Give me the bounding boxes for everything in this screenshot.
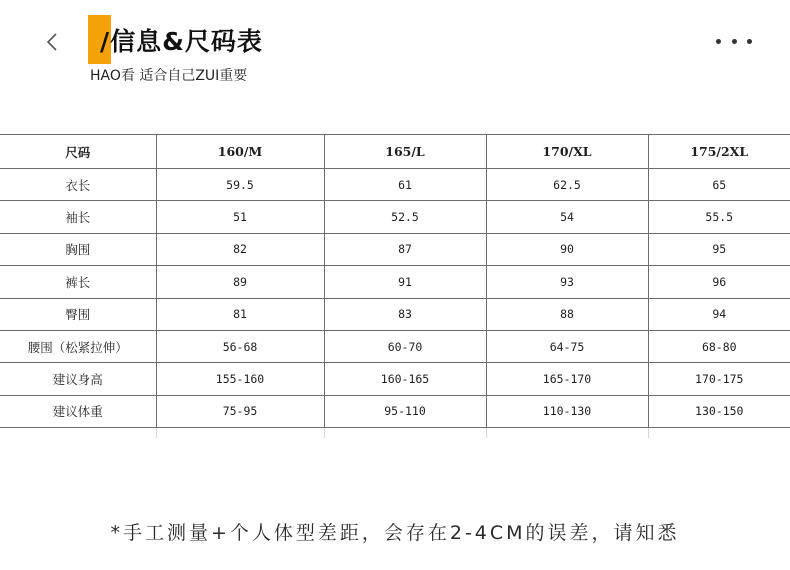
table-row <box>0 298 790 330</box>
spacer-cell <box>0 428 156 439</box>
row-label-cell: 臀围 <box>0 298 156 330</box>
table-cell: 90 <box>486 233 648 265</box>
table-row <box>0 266 790 298</box>
more-horizontal-icon-dot <box>732 39 737 44</box>
row-label-cell: 袖长 <box>0 201 156 233</box>
table-cell: 88 <box>486 298 648 330</box>
page-title: /信息&尺码表 <box>100 27 263 56</box>
row-label-cell: 衣长 <box>0 169 156 201</box>
spacer-cell <box>156 428 324 439</box>
table-cell: 82 <box>156 233 324 265</box>
table-cell: 65 <box>648 169 790 201</box>
table-row <box>0 233 790 265</box>
header-cell-size: 尺码 <box>0 135 156 169</box>
spacer-cell <box>486 428 648 439</box>
back-button[interactable] <box>38 28 66 56</box>
spacer-cell <box>324 428 486 439</box>
table-cell: 61 <box>324 169 486 201</box>
table-cell: 56-68 <box>156 330 324 362</box>
table-cell: 64-75 <box>486 330 648 362</box>
header-cell: 165/L <box>324 135 486 169</box>
header-cell: 170/XL <box>486 135 648 169</box>
table-cell: 60-70 <box>324 330 486 362</box>
more-horizontal-icon-dot <box>747 39 752 44</box>
table-cell: 75-95 <box>156 395 324 427</box>
table-cell: 89 <box>156 266 324 298</box>
table-cell: 91 <box>324 266 486 298</box>
row-label-cell: 裤长 <box>0 266 156 298</box>
table-cell: 51 <box>156 201 324 233</box>
table-cell: 83 <box>324 298 486 330</box>
table-cell: 94 <box>648 298 790 330</box>
table-cell: 59.5 <box>156 169 324 201</box>
table-cell: 165-170 <box>486 363 648 395</box>
table-cell: 52.5 <box>324 201 486 233</box>
chevron-left-icon <box>45 31 59 53</box>
table-cell: 155-160 <box>156 363 324 395</box>
table-cell: 96 <box>648 266 790 298</box>
more-horizontal-icon-dot <box>716 39 721 44</box>
more-button[interactable] <box>716 30 752 52</box>
spacer-cell <box>648 428 790 439</box>
table-cell: 81 <box>156 298 324 330</box>
table-cell: 95-110 <box>324 395 486 427</box>
table-cell: 95 <box>648 233 790 265</box>
table-cell: 68-80 <box>648 330 790 362</box>
row-label-cell: 腰围（松紧拉伸） <box>0 330 156 362</box>
table-cell: 62.5 <box>486 169 648 201</box>
row-label-cell: 建议身高 <box>0 363 156 395</box>
table-cell: 87 <box>324 233 486 265</box>
header-cell: 160/M <box>156 135 324 169</box>
table-cell: 130-150 <box>648 395 790 427</box>
table-cell: 93 <box>486 266 648 298</box>
table-spacer-row <box>0 428 790 439</box>
row-label-cell: 胸围 <box>0 233 156 265</box>
table-row <box>0 330 790 362</box>
page-subtitle: HAO看 适合自己ZUI重要 <box>90 68 248 84</box>
table-row <box>0 201 790 233</box>
table-row <box>0 363 790 395</box>
table-cell: 54 <box>486 201 648 233</box>
measurement-footnote: *手工测量+个人体型差距，会存在2-4CM的误差，请知悉 <box>110 522 680 544</box>
header-cell: 175/2XL <box>648 135 790 169</box>
table-row <box>0 169 790 201</box>
table-cell: 160-165 <box>324 363 486 395</box>
table-cell: 110-130 <box>486 395 648 427</box>
table-cell: 170-175 <box>648 363 790 395</box>
table-header-row <box>0 135 790 169</box>
row-label-cell: 建议体重 <box>0 395 156 427</box>
table-row <box>0 395 790 427</box>
table-cell: 55.5 <box>648 201 790 233</box>
size-chart-table <box>0 134 790 438</box>
